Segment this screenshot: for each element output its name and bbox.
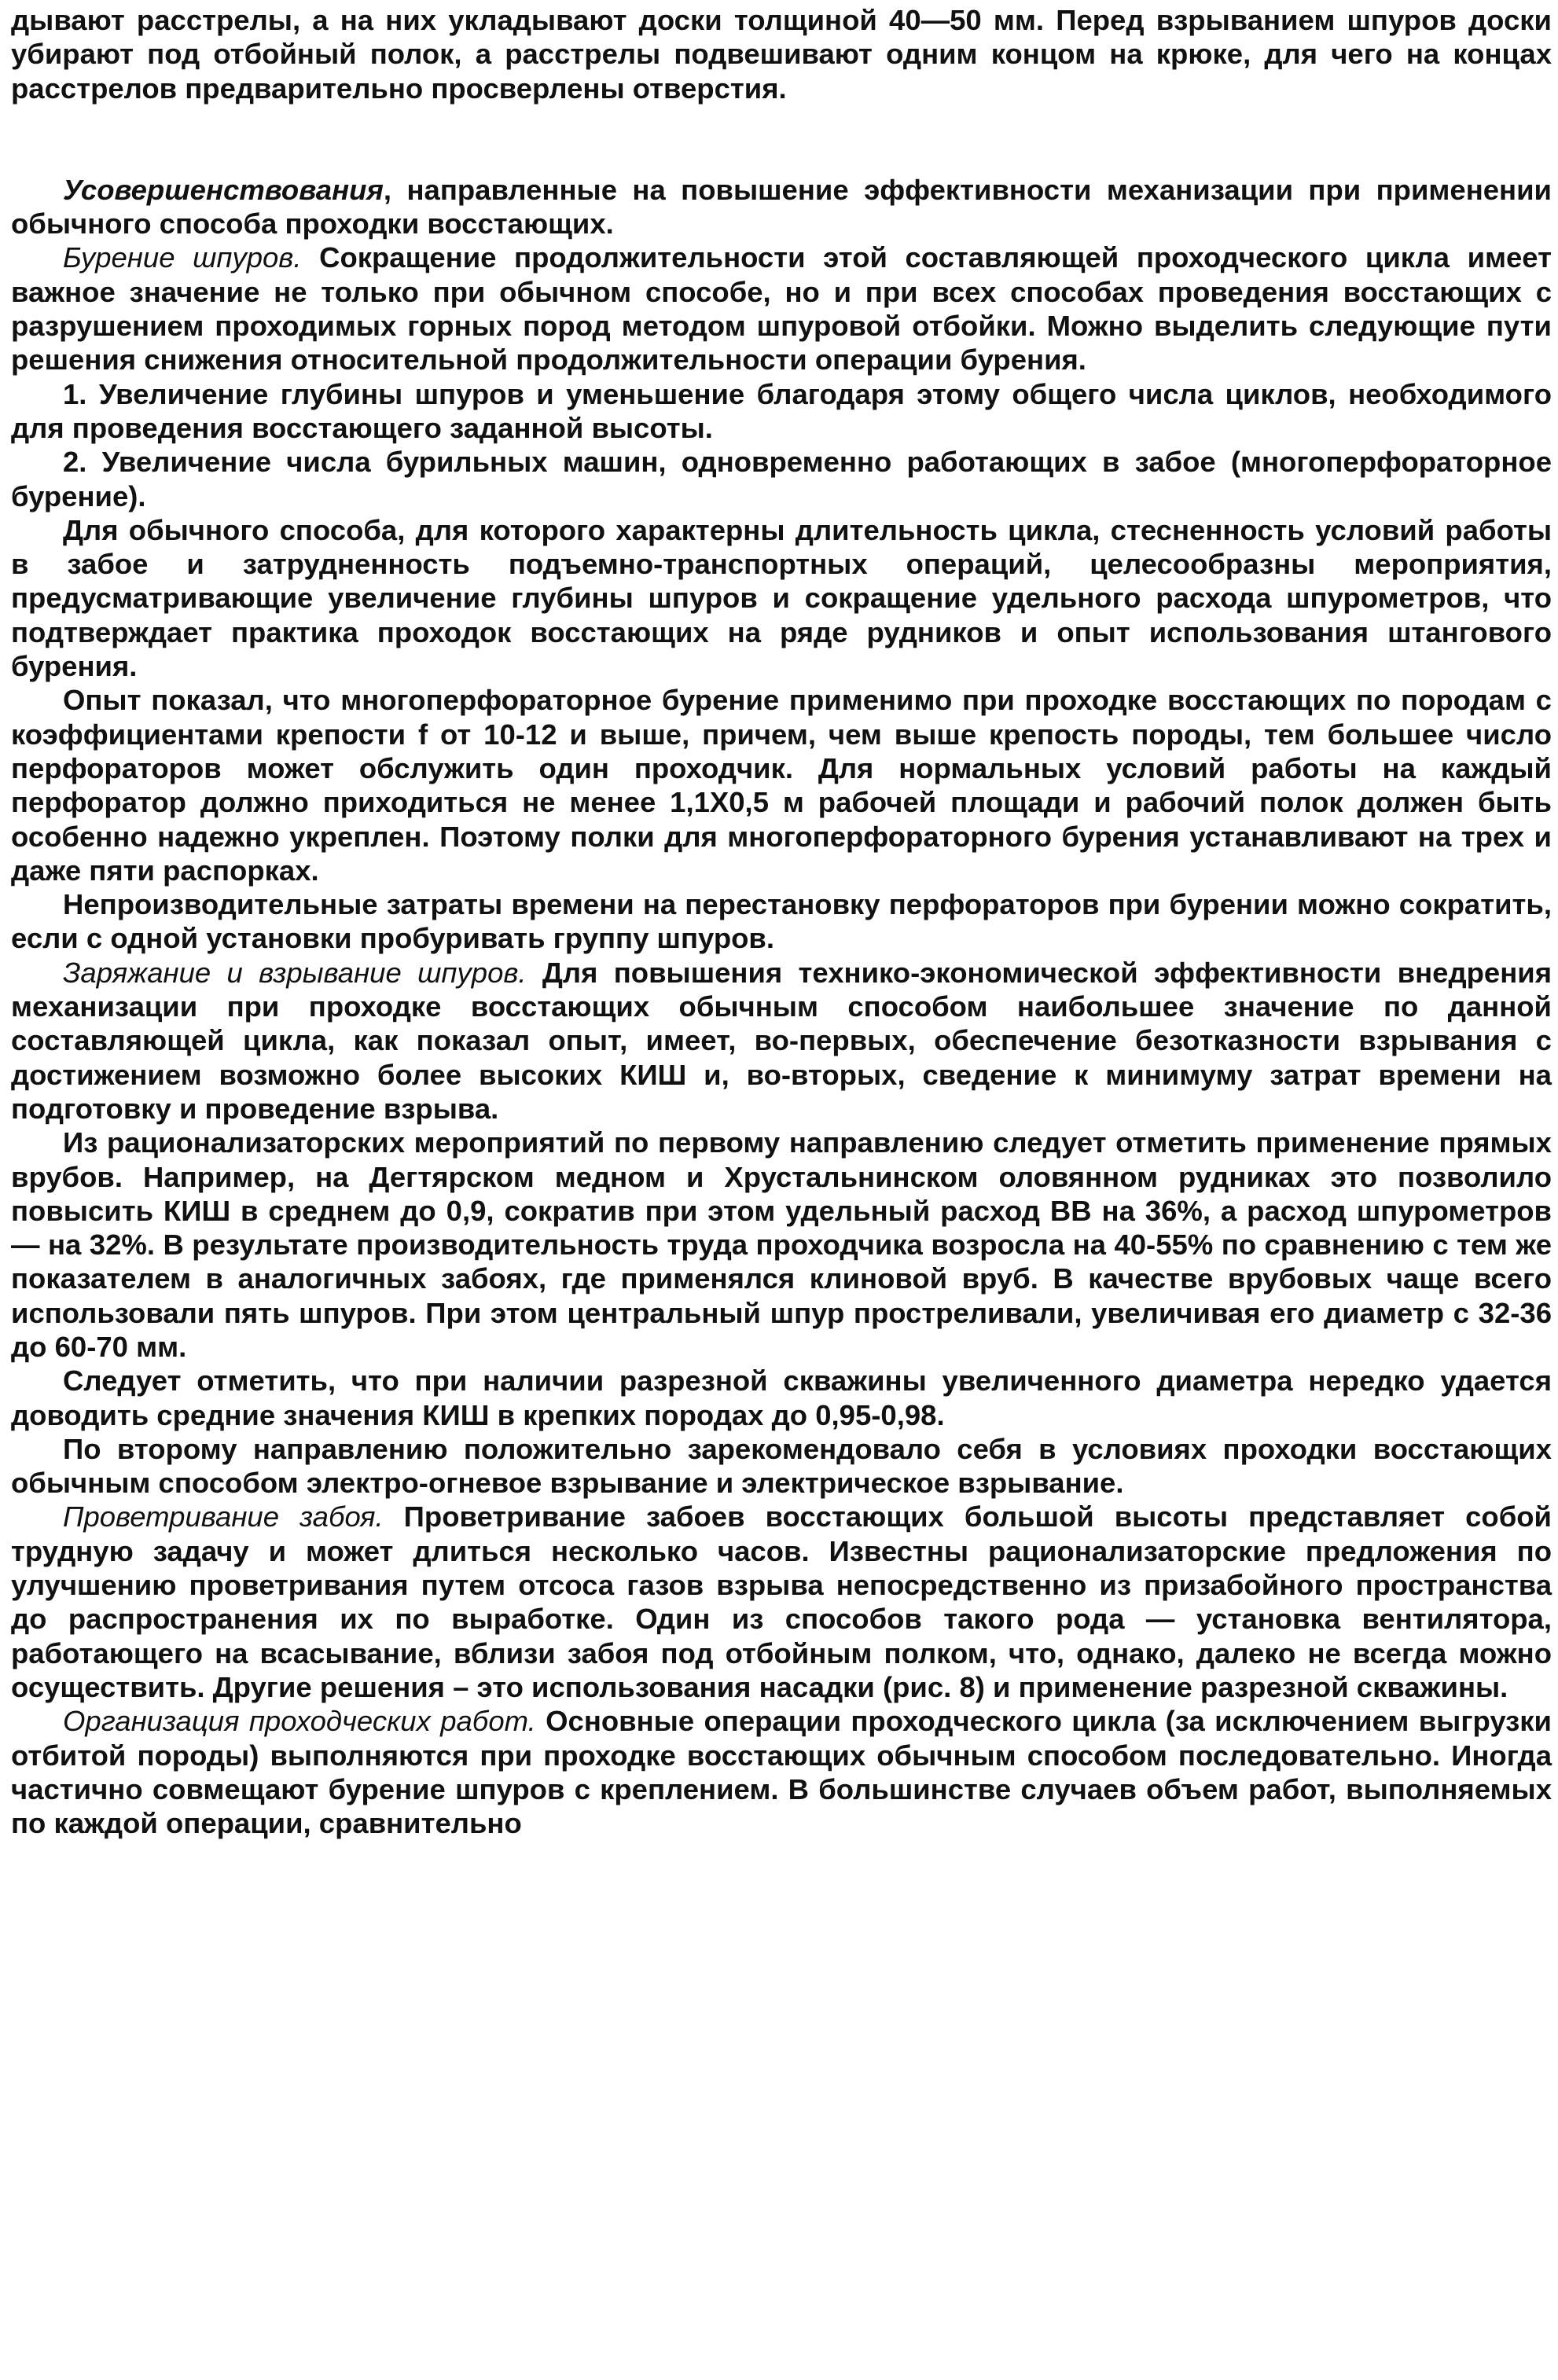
paragraph-text: Следует отметить, что при наличии разрезной скважины увеличенного диаметра нередко удается доводить средние значения КИШ в крепких породах до 0,95-0,98. [11, 1364, 1552, 1431]
paragraph-text: Проветривание забоев восстающих большой высоты представляет собой трудную задачу и может длиться несколько часов. Известны рационализаторские предложения по улучшению проветривания путем отсоса газов взрыва непосредственно из призабойного пространства до распространения их по выработке. Один из способов такого рода — установка вентилятора, работающего на всасывание, вблизи забоя под отбойным полком, что, однако, далеко не всегда можно осуществить. Другие решения – это использования насадки (рис. 8) и применение разрезной скважины. [11, 1500, 1552, 1703]
run-in-heading: Заряжание и взрывание шпуров. [63, 956, 527, 989]
list-item-1: 1. Увеличение глубины шпуров и уменьшение благодаря этому общего числа циклов, необходимого для проведения восстающего заданной высоты. [11, 377, 1552, 444]
paragraph-ventilation [11, 1500, 1552, 1704]
paragraph-text: Из рационализаторских мероприятий по первому направлению следует отметить применение прямых врубов. Например, на Дегтярском медном и Хрустальнинском оловянном рудниках это позволило повысить КИШ в среднем до 0,9, сократив при этом удельный расход ВВ на 36%, а расход шпурометров — на 32%. В результате производительность труда проходчика возросла на 40-55% по сравнению с тем же показателем в аналогичных забоях, где применялся клиновой вруб. В качестве врубовых чаще всего использовали пять шпуров. При этом центральный шпур простреливали, увеличивая его диаметр с 32-36 до 60-70 мм. [11, 1126, 1552, 1363]
run-in-heading: Бурение шпуров. [63, 241, 302, 274]
paragraph-text: Опыт показал, что многоперфораторное бурение применимо при проходке восстающих по породам с коэффициентами крепости f от 10-12 и выше, причем, чем выше крепость породы, тем большее число перфораторов может обслужить один проходчик. Для нормальных условий работы на каждый перфоратор должно приходиться не менее 1,1Х0,5 м рабочей площади и рабочий полок должен быть особенно надежно укреплен. Поэтому полки для многоперфораторного бурения устанавливают на трех и даже пяти распорках. [11, 684, 1552, 887]
run-in-heading: Организация проходческих работ. [63, 1705, 536, 1738]
paragraph-text: Основные операции проходческого цикла (за исключением выгрузки отбитой породы) выполняются при проходке восстающих обычным способом последовательно. Иногда частично совмещают бурение шпуров с креплением. В большинстве случаев объем работ, выполняемых по каждой операции, сравнительно [11, 1705, 1552, 1840]
paragraph-continuation: дывают расстрелы, а на них укладывают доски толщиной 40—50 мм. Перед взрыванием шпуров доски убирают под отбойный полок, а расстрелы подвешивают одним концом на крюке, для чего на концах расстрелов предварительно просверлены отверстия. [11, 4, 1552, 105]
paragraph-text: Для обычного способа, для которого характерны длительность цикла, стесненность условий работы в забое и затрудненность подъемно-транспортных операций, целесообразны мероприятия, предусматривающие увеличение глубины шпуров и сокращение удельного расхода шпурометров, что подтверждает практика проходок восстающих на ряде рудников и опыт использования штангового бурения. [11, 513, 1552, 683]
paragraph-improvements [11, 173, 1552, 241]
paragraph-drilling [11, 241, 1552, 376]
paragraph-text: По второму направлению положительно зарекомендовало себя в условиях проходки восстающих обычным способом электро-огневое взрывание и электрическое взрывание. [11, 1432, 1552, 1500]
run-in-heading: Усовершенствования [63, 173, 384, 206]
paragraph-text: Для повышения технико-экономической эффективности внедрения механизации при проходке восстающих обычным способом наибольшее значение по данной составляющей цикла, как показал опыт, имеет, во-первых, обеспечение безотказности взрывания с достижением возможно более высоких КИШ и, во-вторых, сведение к минимуму затрат времени на подготовку и проведение взрыва. [11, 956, 1552, 1125]
paragraph-text: Сокращение продолжительности этой составляющей проходческого цикла имеет важное значение не только при обычном способе, но и при всех способах проведения восстающих с разрушением проходимых горных пород методом шпуровой отбойки. Можно выделить следующие пути решения снижения относительной продолжительности операции бурения. [11, 241, 1552, 376]
paragraph-text: Непроизводительные затраты времени на перестановку перфораторов при бурении можно сократить, если с одной установки пробуривать группу шпуров. [11, 888, 1552, 955]
paragraph-organization [11, 1704, 1552, 1840]
paragraph-charging [11, 956, 1552, 1126]
run-in-heading: Проветривание забоя. [63, 1500, 384, 1533]
list-item-2: 2. Увеличение числа бурильных машин, одновременно работающих в забое (многоперфораторное бурение). [11, 446, 1552, 512]
paragraph-text: , направленные на повышение эффективности механизации при применении обычного способа проходки восстающих. [11, 173, 1552, 241]
